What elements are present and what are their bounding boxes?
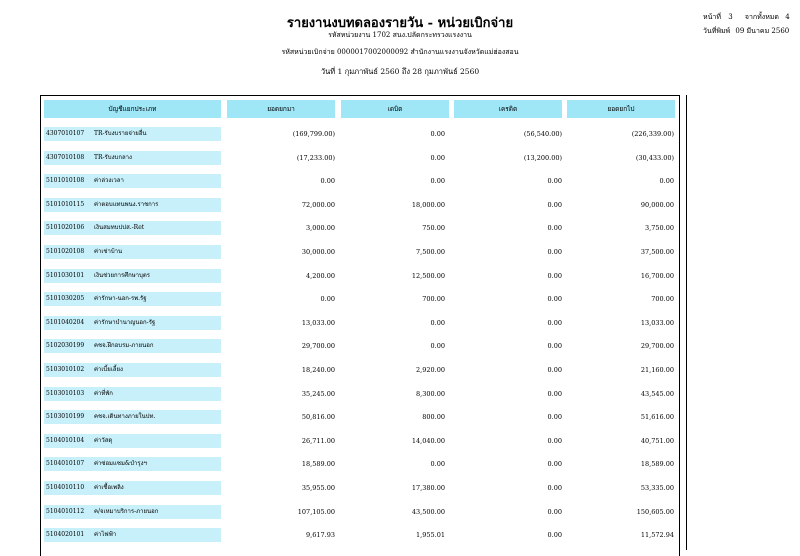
- credit-value: 0.00: [547, 200, 562, 209]
- account-cell: [44, 339, 221, 353]
- account-cell: [44, 316, 221, 330]
- debit-value: 0.00: [430, 342, 445, 351]
- account-code: 5104010112: [46, 507, 85, 515]
- account-name: ค่าเบี้ยเลี้ยง: [94, 366, 123, 373]
- column-header-carried-forward: ยอดยกไป: [567, 100, 675, 118]
- credit-value: 0.00: [547, 177, 562, 186]
- column-header-brought-forward: ยอดยกมา: [227, 100, 335, 118]
- account-cell: [44, 528, 221, 542]
- carried-forward-value: 18,589.00: [640, 460, 674, 469]
- department-line: รหัสหน่วยงาน 1702 สนง.ปลัดกระทรวงแรงงาน: [328, 31, 472, 39]
- page-info: [703, 10, 790, 38]
- print-date: 09 มีนาคม 2560: [735, 27, 790, 35]
- account-name: TR-รับงบรายจ่ายอื่น: [94, 130, 147, 137]
- credit-value: 0.00: [547, 318, 562, 327]
- account-cell: [44, 363, 221, 377]
- carried-forward-value: 37,500.00: [640, 248, 674, 256]
- brought-forward-value: 0.00: [320, 295, 335, 304]
- column-header-debit: เดบิต: [341, 100, 449, 118]
- carried-forward-value: (30,433.00): [635, 153, 674, 162]
- account-cell: [44, 151, 221, 165]
- carried-forward-value: 0.00: [659, 177, 674, 186]
- table-row: [41, 198, 679, 216]
- account-cell: [44, 457, 221, 471]
- debit-value: 0.00: [430, 460, 445, 469]
- carried-forward-value: 150,605.00: [636, 507, 674, 516]
- table-row: [41, 269, 679, 287]
- account-name: ค/จเหมาบริการ-ภายนอก: [94, 507, 159, 515]
- account-name: คชจ.เดินทางภายในปท.: [94, 413, 156, 421]
- debit-value: 8,300.00: [416, 389, 445, 398]
- account-code: 4307010108: [46, 153, 85, 161]
- credit-value: 0.00: [547, 224, 562, 233]
- carried-forward-value: (226,339.00): [631, 130, 674, 138]
- account-cell: [44, 481, 221, 495]
- report-title: รายงานงบทดลองรายวัน - หน่วยเบิกจ่าย: [286, 16, 514, 31]
- brought-forward-value: 9,617.93: [306, 531, 335, 540]
- debit-value: 700.00: [422, 295, 445, 304]
- table-row: [41, 434, 679, 452]
- total-pages: 4: [785, 13, 790, 21]
- account-cell: [44, 505, 221, 519]
- account-cell: [44, 410, 221, 424]
- brought-forward-value: 26,711.00: [301, 436, 335, 445]
- table-row: [41, 363, 679, 381]
- carried-forward-value: 21,160.00: [640, 366, 674, 374]
- account-name: ค่ารักษาบำนาญนอก-รัฐ: [94, 318, 156, 326]
- account-code: 4307010107: [46, 130, 85, 137]
- account-code: 5103010102: [46, 366, 85, 373]
- carried-forward-value: 29,700.00: [640, 342, 674, 351]
- table-row: [41, 292, 679, 310]
- account-cell: [44, 245, 221, 259]
- credit-value: 0.00: [547, 436, 562, 445]
- page-label: หน้าที่: [703, 13, 721, 21]
- carried-forward-value: 700.00: [651, 295, 674, 304]
- brought-forward-value: 13,033.00: [301, 318, 335, 327]
- credit-value: 0.00: [547, 507, 562, 516]
- account-code: 5102030199: [46, 342, 85, 350]
- account-name: คชจ.ฝึกอบรม-ภายนอก: [94, 342, 154, 350]
- credit-value: 0.00: [547, 271, 562, 280]
- brought-forward-value: (17,233.00): [296, 153, 335, 162]
- account-name: ค่าที่พัก: [94, 389, 113, 397]
- carried-forward-value: 90,000.00: [640, 200, 674, 209]
- account-code: 5103010103: [46, 389, 85, 397]
- carried-forward-value: 16,700.00: [640, 271, 674, 280]
- print-date-label: วันที่พิมพ์: [703, 27, 731, 35]
- brought-forward-value: (169,799.00): [292, 130, 335, 138]
- account-name: ค่าตอบแทนพนง.ราชการ: [94, 200, 159, 208]
- debit-value: 7,500.00: [416, 248, 445, 256]
- account-cell: [44, 269, 221, 283]
- right-border-line: [686, 95, 687, 550]
- account-code: 5101040204: [46, 318, 85, 326]
- account-name: ค่าซ่อมแซม&บำรุงฯ: [94, 460, 147, 468]
- credit-value: 0.00: [547, 389, 562, 398]
- account-code: 5104020101: [46, 531, 85, 539]
- table-row: [41, 151, 679, 169]
- credit-value: 0.00: [547, 413, 562, 422]
- credit-value: (56,540.00): [523, 130, 562, 138]
- debit-value: 17,380.00: [411, 484, 445, 492]
- credit-value: 0.00: [547, 366, 562, 374]
- brought-forward-value: 4,200.00: [306, 271, 335, 280]
- table-row: [41, 505, 679, 523]
- debit-value: 12,500.00: [411, 271, 445, 280]
- debit-value: 1,955.01: [416, 531, 445, 540]
- table-row: [41, 410, 679, 428]
- carried-forward-value: 3,750.00: [645, 224, 674, 233]
- account-name: เงินสมทบปปส.-Ret: [94, 224, 145, 232]
- account-code: 5101020108: [46, 248, 85, 255]
- brought-forward-value: 35,955.00: [301, 484, 335, 492]
- table-row: [41, 387, 679, 405]
- brought-forward-value: 50,816.00: [301, 413, 335, 422]
- debit-value: 14,040.00: [411, 436, 445, 445]
- account-name: ค่าวัสดุ: [94, 436, 113, 444]
- account-code: 5101030205: [46, 295, 85, 303]
- account-name: ค่าล่วงเวลา: [94, 177, 124, 185]
- table-row: [41, 481, 679, 499]
- account-code: 5104010110: [46, 484, 85, 491]
- account-code: 5103010199: [46, 413, 85, 421]
- account-name: ค่ารักษา-นอก-รพ.รัฐ: [94, 295, 147, 303]
- debit-value: 0.00: [430, 153, 445, 162]
- account-cell: [44, 127, 221, 141]
- account-code: 5104010104: [46, 436, 85, 444]
- column-header-credit: เครดิต: [454, 100, 562, 118]
- credit-value: 0.00: [547, 460, 562, 469]
- account-code: 5101010108: [46, 177, 85, 185]
- credit-value: 0.00: [547, 531, 562, 540]
- table-row: [41, 245, 679, 263]
- page-number: 3: [728, 13, 733, 21]
- debit-value: 18,000.00: [411, 200, 445, 209]
- brought-forward-value: 3,000.00: [306, 224, 335, 233]
- account-code: 5101010115: [46, 200, 85, 208]
- debit-value: 43,500.00: [411, 507, 445, 516]
- carried-forward-value: 11,572.94: [640, 531, 674, 540]
- account-name: ค่าไฟฟ้า: [94, 531, 117, 539]
- credit-value: 0.00: [547, 342, 562, 351]
- table-row: [41, 174, 679, 192]
- debit-value: 800.00: [422, 413, 445, 422]
- account-cell: [44, 198, 221, 212]
- debit-value: 750.00: [422, 224, 445, 233]
- carried-forward-value: 13,033.00: [640, 318, 674, 327]
- table-row: [41, 316, 679, 334]
- column-header-account: บัญชีแยกประเภท: [44, 100, 221, 118]
- brought-forward-value: 18,589.00: [301, 460, 335, 469]
- brought-forward-value: 107,105.00: [297, 507, 335, 516]
- brought-forward-value: 29,700.00: [301, 342, 335, 351]
- account-cell: [44, 221, 221, 235]
- total-pages-label: จากทั้งหมด: [744, 13, 779, 21]
- carried-forward-value: 53,335.00: [640, 484, 674, 492]
- account-name: ค่าเช่าบ้าน: [94, 248, 123, 255]
- credit-value: (13,200.00): [523, 153, 562, 162]
- account-cell: [44, 387, 221, 401]
- credit-value: 0.00: [547, 295, 562, 304]
- table-row: [41, 221, 679, 239]
- account-cell: [44, 434, 221, 448]
- debit-value: 0.00: [430, 177, 445, 186]
- account-name: TR-รับงบกลาง: [94, 153, 132, 161]
- table-row: [41, 457, 679, 475]
- credit-value: 0.00: [547, 484, 562, 492]
- credit-value: 0.00: [547, 248, 562, 256]
- account-code: 5101020106: [46, 224, 85, 232]
- brought-forward-value: 0.00: [320, 177, 335, 186]
- brought-forward-value: 30,000.00: [301, 248, 335, 256]
- brought-forward-value: 72,000.00: [301, 200, 335, 209]
- account-cell: [44, 292, 221, 306]
- brought-forward-value: 18,240.00: [301, 366, 335, 374]
- carried-forward-value: 43,545.00: [640, 389, 674, 398]
- carried-forward-value: 40,751.00: [640, 436, 674, 445]
- carried-forward-value: 51,616.00: [640, 413, 674, 422]
- debit-value: 2,920.00: [416, 366, 445, 374]
- date-range: วันที่ 1 กุมภาพันธ์ 2560 ถึง 28 กุมภาพันธ์ 2560: [320, 67, 480, 76]
- disbursement-unit-line: รหัสหน่วยเบิกจ่าย 0000017002000092 สำนักงานแรงงานจังหวัดแม่ฮ่องสอน: [281, 48, 519, 56]
- account-code: 5101030101: [46, 271, 85, 279]
- table-row: [41, 528, 679, 546]
- account-name: เงินช่วยการศึกษาบุตร: [94, 271, 150, 279]
- debit-value: 0.00: [430, 318, 445, 327]
- account-name: ค่าเชื้อเพลิง: [94, 484, 124, 491]
- account-code: 5104010107: [46, 460, 85, 468]
- brought-forward-value: 35,245.00: [301, 389, 335, 398]
- table-row: [41, 127, 679, 145]
- account-cell: [44, 174, 221, 188]
- table-row: [41, 339, 679, 357]
- trial-balance-table: [40, 95, 680, 556]
- debit-value: 0.00: [430, 130, 445, 138]
